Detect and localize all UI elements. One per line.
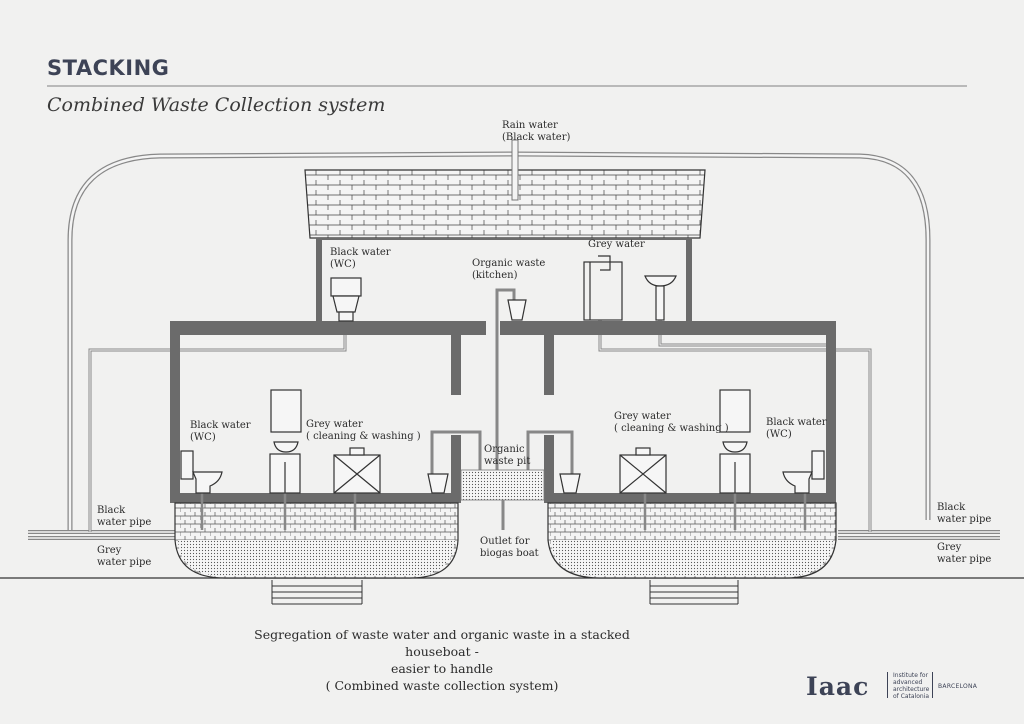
upper-washbasin [645, 276, 676, 320]
left-steps [272, 580, 362, 604]
upper-organic-waste-label: Organic waste (kitchen) [472, 258, 546, 281]
right-hull-dots [551, 540, 833, 576]
biogas-outlet-label: Outlet for biogas boat [480, 536, 539, 559]
left-kitchen-bin [428, 474, 448, 493]
left-hull-dots [178, 540, 455, 576]
left-water-heater [271, 390, 301, 452]
upper-grey-water-label: Grey water [588, 239, 645, 250]
upper-black-water-label: Black water (WC) [330, 247, 391, 270]
right-grey-water-label: Grey water ( cleaning & washing ) [614, 411, 729, 434]
rain-water-label: Rain water (Black water) [502, 120, 571, 143]
right-grey-water-pipe-label: Grey water pipe [937, 542, 992, 565]
left-grey-water-label: Grey water ( cleaning & washing ) [306, 419, 421, 442]
left-grey-water-pipe-label: Grey water pipe [97, 545, 152, 568]
logo-separator [887, 672, 888, 698]
logo-description: Institute for advanced architecture of Catalonia [893, 672, 930, 700]
organic-waste-pit [461, 470, 544, 500]
page-subtitle: Combined Waste Collection system [47, 94, 386, 116]
right-toilet [783, 451, 824, 493]
logo-city: BARCELONA [938, 683, 978, 690]
right-kitchen-bin [560, 474, 580, 493]
right-steps [650, 580, 738, 604]
kitchen-sink [508, 300, 526, 320]
upper-washing-station [584, 256, 622, 320]
organic-waste-pit-label: Organic waste pit [484, 444, 531, 467]
right-black-water-label: Black water (WC) [766, 417, 827, 440]
right-vanity [720, 454, 750, 493]
left-black-water-label: Black water (WC) [190, 420, 251, 443]
page-title: STACKING [47, 56, 170, 80]
right-black-water-pipe-label: Black water pipe [937, 502, 992, 525]
left-toilet [181, 451, 222, 493]
iaac-logo: Iaac [806, 672, 870, 701]
left-cabinet [334, 448, 380, 493]
left-vanity [270, 454, 300, 493]
upper-toilet [331, 278, 361, 321]
logo-separator-2 [932, 672, 933, 698]
right-cabinet [620, 448, 666, 493]
upper-module [170, 238, 836, 335]
left-black-water-pipe-label: Black water pipe [97, 505, 152, 528]
diagram-caption: Segregation of waste water and organic waste in a stacked houseboat - easier to handle ( Combined waste collection system) [254, 627, 630, 693]
